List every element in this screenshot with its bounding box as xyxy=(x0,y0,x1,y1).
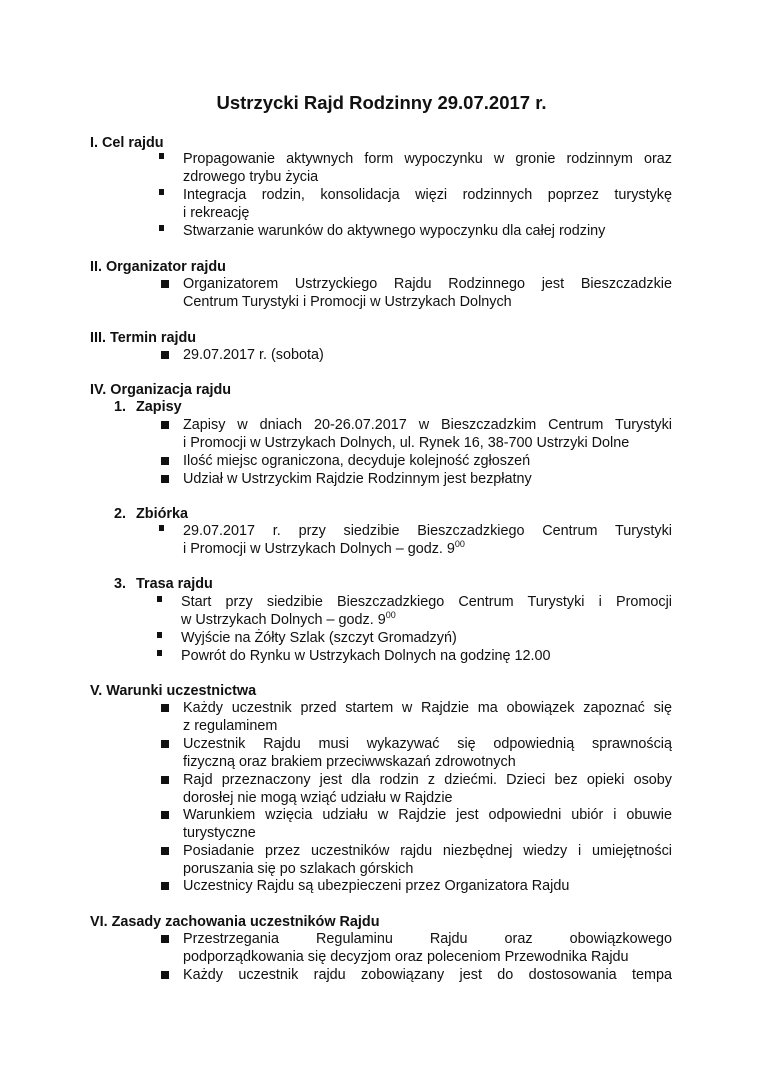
list-item-text: i Promocji w Ustrzykach Dolnych – godz. 9 xyxy=(183,541,455,557)
list-item-text: w Ustrzykach Dolnych – godz. 9 xyxy=(181,612,386,628)
list-item-text-line: Ilość miejsc ograniczona, decyduje kolejność zgłoszeń xyxy=(183,453,531,469)
list-item-text-line: Propagowanie aktywnych form wypoczynku w gronie rodzinnym oraz xyxy=(183,151,672,167)
list-item-text-line: Przestrzegania Regulaminu Rajdu oraz obowiązkowego xyxy=(183,931,672,947)
section-heading-organizacja-rajdu: IV. Organizacja rajdu xyxy=(90,382,232,398)
list-item-text-line: Centrum Turystyki i Promocji w Ustrzykach Dolnych xyxy=(183,294,512,310)
list-item xyxy=(183,150,672,186)
list-item-text-line: 29.07.2017 r. (sobota) xyxy=(183,347,324,363)
bullet-icon xyxy=(161,971,169,979)
section-heading-organizator-rajdu: II. Organizator rajdu xyxy=(90,259,226,275)
bullet-icon xyxy=(157,632,162,638)
list-item-text-line: Integracja rodzin, konsolidacja więzi rodzinnych poprzez turystykę xyxy=(183,187,672,203)
list-item-text-line: Uczestnik Rajdu musi wykazywać się odpowiednią sprawnością xyxy=(183,736,672,752)
list-item-text-line: Organizatorem Ustrzyckiego Rajdu Rodzinnego jest Bieszczadzkie xyxy=(183,276,672,292)
bullet-icon xyxy=(159,153,164,159)
list-item xyxy=(183,930,672,966)
bullet-icon xyxy=(159,225,164,231)
time-superscript: 00 xyxy=(385,610,396,620)
bullet-icon xyxy=(161,740,169,748)
list-item xyxy=(183,966,672,984)
bullet-icon xyxy=(161,457,169,465)
list-item xyxy=(183,806,672,842)
list-item-text-line: Wyjście na Żółty Szlak (szczyt Gromadzyń) xyxy=(181,630,457,646)
list-item-text-line: Udział w Ustrzyckim Rajdzie Rodzinnym jest bezpłatny xyxy=(183,471,532,487)
list-item-text-line: i rekreację xyxy=(183,205,250,221)
subsection-title: Zapisy xyxy=(136,399,182,415)
bullet-icon xyxy=(161,351,169,359)
list-item xyxy=(181,629,672,647)
subsection-heading-trasa-rajdu xyxy=(114,575,213,593)
list-item-text-line: turystyczne xyxy=(183,825,256,841)
subsection-title: Zbiórka xyxy=(136,506,188,522)
list-item-text-line: Warunkiem wzięcia udziału w Rajdzie jest odpowiedni ubiór i obuwie xyxy=(183,807,672,823)
list-item xyxy=(183,699,672,735)
list-item-text-line xyxy=(181,611,672,629)
section-heading-cel-rajdu: I. Cel rajdu xyxy=(90,135,164,151)
list-item xyxy=(183,222,672,240)
list-item-text-line: Powrót do Rynku w Ustrzykach Dolnych na godzinę 12.00 xyxy=(181,648,551,664)
document-title: Ustrzycki Rajd Rodzinny 29.07.2017 r. xyxy=(216,92,547,113)
list-item-text-line: Rajd przeznaczony jest dla rodzin z dziećmi. Dzieci bez opieki osoby xyxy=(183,772,672,788)
list-item-text-line: dorosłej nie mogą wziąć udziału w Rajdzie xyxy=(183,790,453,806)
list-item-text-line: i Promocji w Ustrzykach Dolnych, ul. Rynek 16, 38-700 Ustrzyki Dolne xyxy=(183,435,630,451)
list-item-text-line: Zapisy w dniach 20-26.07.2017 w Bieszczadzkim Centrum Turystyki xyxy=(183,417,672,433)
list-item-text-line: z regulaminem xyxy=(183,718,278,734)
bullet-icon xyxy=(161,704,169,712)
bullet-icon xyxy=(161,280,169,288)
list-item-text-line: poruszania się po szlakach górskich xyxy=(183,861,414,877)
bullet-icon xyxy=(157,596,162,602)
list-item-text-line xyxy=(183,540,672,558)
bullet-icon xyxy=(161,811,169,819)
list-item xyxy=(181,593,672,629)
subsection-title: Trasa rajdu xyxy=(136,576,213,592)
list-item xyxy=(183,522,672,558)
list-item-text-line: Start przy siedzibie Bieszczadzkiego Centrum Turystyki i Promocji xyxy=(181,594,672,610)
bullet-icon xyxy=(161,882,169,890)
subsection-number: 1. xyxy=(114,399,127,415)
bullet-icon xyxy=(157,650,162,656)
subsection-number: 3. xyxy=(114,576,127,592)
list-item xyxy=(183,877,672,895)
list-item xyxy=(183,771,672,807)
list-item xyxy=(183,275,672,311)
list-item xyxy=(183,186,672,222)
list-item-text-line: Każdy uczestnik rajdu zobowiązany jest do dostosowania tempa xyxy=(183,967,672,983)
bullet-icon xyxy=(159,525,164,531)
list-item xyxy=(181,647,672,665)
section-heading-zasady-zachowania: VI. Zasady zachowania uczestników Rajdu xyxy=(90,914,380,930)
section-heading-termin-rajdu: III. Termin rajdu xyxy=(90,330,197,346)
subsection-heading-zapisy xyxy=(114,398,182,416)
bullet-icon xyxy=(161,776,169,784)
subsection-number: 2. xyxy=(114,506,127,522)
bullet-icon xyxy=(161,935,169,943)
time-superscript: 00 xyxy=(454,539,465,549)
list-item xyxy=(183,470,672,488)
bullet-icon xyxy=(161,421,169,429)
list-item-text-line: Każdy uczestnik przed startem w Rajdzie ma obowiązek zapoznać się xyxy=(183,700,672,716)
list-item xyxy=(183,416,672,452)
section-heading-warunki-uczestnictwa: V. Warunki uczestnictwa xyxy=(90,683,257,699)
list-item xyxy=(183,452,672,470)
list-item-text-line: Posiadanie przez uczestników rajdu niezbędnej wiedzy i umiejętności xyxy=(183,843,672,859)
list-item-text-line: podporządkowania się decyzjom oraz poleceniom Przewodnika Rajdu xyxy=(183,949,629,965)
bullet-icon xyxy=(161,475,169,483)
list-item-text-line: 29.07.2017 r. przy siedzibie Bieszczadzkiego Centrum Turystyki xyxy=(183,523,672,539)
list-item-text-line: fizyczną oraz brakiem przeciwwskazań zdrowotnych xyxy=(183,754,516,770)
list-item-text-line: Stwarzanie warunków do aktywnego wypoczynku dla całej rodziny xyxy=(183,223,606,239)
list-item xyxy=(183,735,672,771)
list-item-text-line: zdrowego trybu życia xyxy=(183,169,319,185)
bullet-icon xyxy=(159,189,164,195)
subsection-heading-zbiorka xyxy=(114,505,188,523)
list-item xyxy=(183,346,672,364)
bullet-icon xyxy=(161,847,169,855)
list-item xyxy=(183,842,672,878)
list-item-text-line: Uczestnicy Rajdu są ubezpieczeni przez Organizatora Rajdu xyxy=(183,878,570,894)
